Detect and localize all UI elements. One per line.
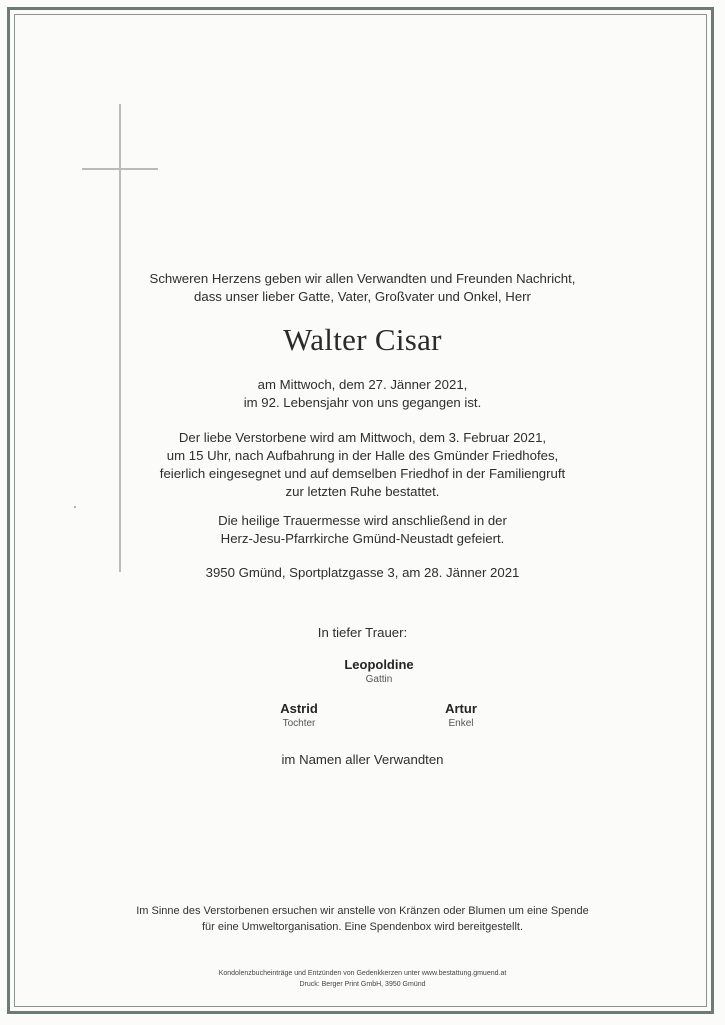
mourner-role: Tochter — [282, 718, 316, 729]
funeral-line: um 15 Uhr, nach Aufbahrung in der Halle des Gmünder Friedhofes, — [166, 448, 559, 463]
donation-line: für eine Umweltorganisation. Eine Spendenbox wird bereitgestellt. — [201, 921, 523, 933]
footer-line: Druck: Berger Print GmbH, 3950 Gmünd — [299, 981, 426, 988]
death-line: im 92. Lebensjahr von uns gegangen ist. — [243, 395, 482, 410]
mourner-entry — [219, 701, 379, 730]
death-announcement — [120, 376, 605, 412]
funeral-details — [120, 429, 605, 501]
mourning-heading-text: In tiefer Trauer: — [317, 625, 408, 640]
mass-details — [120, 512, 605, 548]
mass-line: Die heilige Trauermesse wird anschließend in der — [218, 513, 507, 528]
funeral-line: feierlich eingesegnet und auf demselben Friedhof in der Familiengruft — [159, 466, 566, 481]
donation-line: Im Sinne des Verstorbenen ersuchen wir anstelle von Kränzen oder Blumen um eine Spende — [136, 905, 589, 917]
intro-text — [120, 270, 605, 306]
place-and-date — [120, 564, 605, 582]
death-line: am Mittwoch, dem 27. Jänner 2021, — [257, 377, 468, 392]
donation-note — [100, 903, 625, 935]
mourner-entry — [381, 701, 541, 730]
footer-imprint — [100, 968, 625, 990]
mourning-heading — [120, 624, 605, 642]
mourner-role: Enkel — [448, 718, 474, 729]
mourner-entry — [299, 657, 459, 686]
mourner-name: Leopoldine — [344, 657, 414, 672]
funeral-line: Der liebe Verstorbene wird am Mittwoch, dem 3. Februar 2021, — [178, 430, 547, 445]
intro-line: Schweren Herzens geben wir allen Verwandten und Freunden Nachricht, — [149, 271, 576, 286]
intro-line: dass unser lieber Gatte, Vater, Großvater und Onkel, Herr — [194, 289, 531, 304]
relatives-text: im Namen aller Verwandten — [281, 752, 444, 767]
mourner-name: Artur — [445, 701, 477, 716]
mass-line: Herz-Jesu-Pfarrkirche Gmünd-Neustadt gefeiert. — [220, 531, 505, 546]
place-date-line: 3950 Gmünd, Sportplatzgasse 3, am 28. Jänner 2021 — [205, 565, 520, 580]
deceased-name: Walter Cisar — [283, 322, 442, 357]
mourner-role: Gattin — [365, 674, 393, 685]
relatives-line — [120, 751, 605, 769]
funeral-line: zur letzten Ruhe bestattet. — [285, 484, 440, 499]
footer-line: Kondolenzbucheinträge und Entzünden von Gedenkkerzen unter www.bestattung.gmuend.at — [218, 970, 507, 977]
mourner-name: Astrid — [280, 701, 318, 716]
